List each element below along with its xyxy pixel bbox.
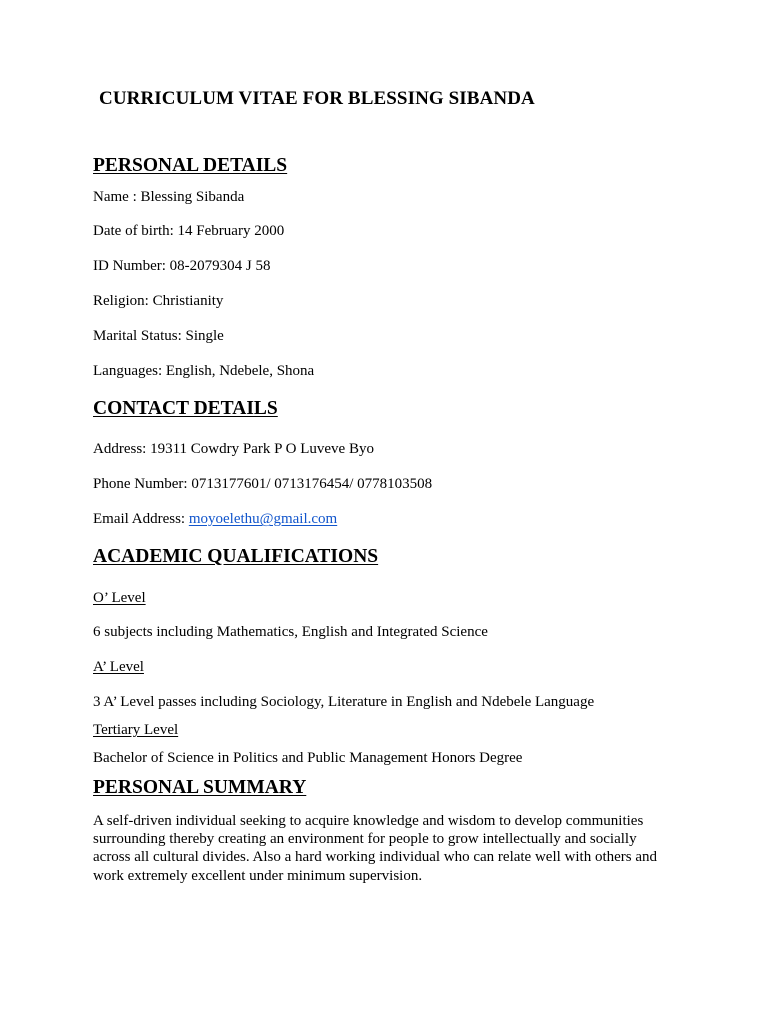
id-number-line: ID Number: 08-2079304 J 58 [93, 258, 271, 274]
o-level-text: 6 subjects including Mathematics, English and Integrated Science [93, 624, 488, 640]
dob-line: Date of birth: 14 February 2000 [93, 223, 285, 239]
a-level-label: A’ Level [93, 659, 144, 675]
document-title: CURRICULUM VITAE FOR BLESSING SIBANDA [99, 88, 535, 109]
a-level-text: 3 A’ Level passes including Sociology, Literature in English and Ndebele Language [93, 694, 595, 710]
personal-details-heading: PERSONAL DETAILS [93, 155, 288, 176]
email-label: Email Address: [93, 511, 189, 527]
academic-qualifications-heading: ACADEMIC QUALIFICATIONS [93, 546, 379, 567]
personal-summary-heading: PERSONAL SUMMARY [93, 777, 307, 798]
religion-line: Religion: Christianity [93, 293, 224, 309]
o-level-label: O’ Level [93, 590, 146, 606]
name-line: Name : Blessing Sibanda [93, 189, 245, 205]
tertiary-level-text: Bachelor of Science in Politics and Public Management Honors Degree [93, 750, 523, 766]
email-link[interactable]: moyoelethu@gmail.com [188, 511, 338, 527]
phone-line: Phone Number: 0713177601/ 0713176454/ 0778103508 [93, 476, 433, 492]
address-line: Address: 19311 Cowdry Park P O Luveve Byo [93, 441, 374, 457]
marital-status-line: Marital Status: Single [93, 328, 224, 344]
tertiary-level-label: Tertiary Level [93, 722, 179, 738]
contact-details-heading: CONTACT DETAILS [93, 398, 278, 419]
personal-summary-text: A self-driven individual seeking to acquire knowledge and wisdom to develop communities surrounding thereby creating an environment for people to grow intellectually and socially across all cultural divides. Also a hard working individual who can relate well with others and work extremely excellent under minimum supervision. [93, 813, 658, 884]
email-line [93, 511, 337, 528]
languages-line: Languages: English, Ndebele, Shona [93, 363, 315, 379]
